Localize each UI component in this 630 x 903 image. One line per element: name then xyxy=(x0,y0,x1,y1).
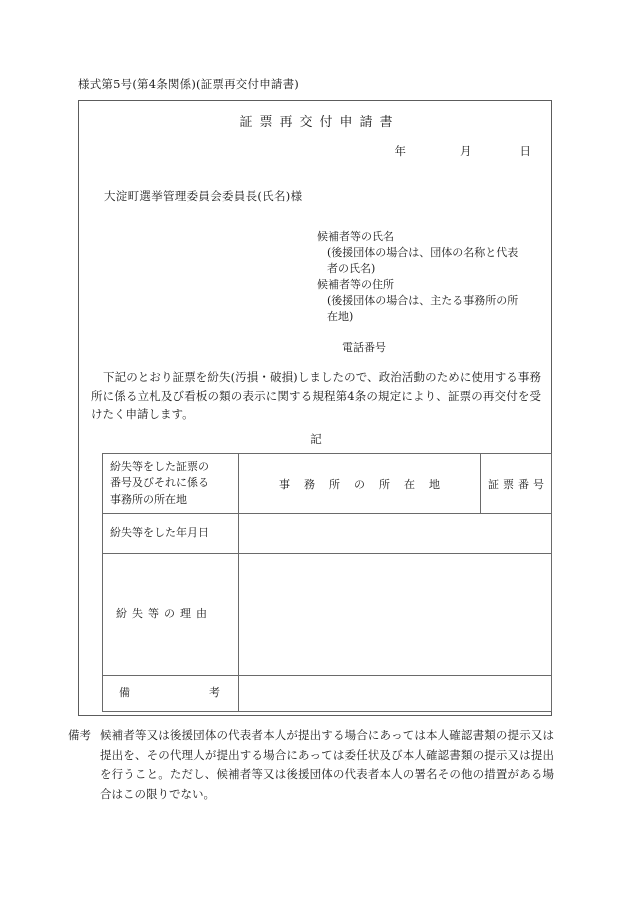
applicant-info-block xyxy=(317,229,547,356)
row-label-remarks-right: 考 xyxy=(209,686,220,700)
table-row xyxy=(103,676,552,712)
addressee-line: 大淀町選挙管理委員会委員長(氏名)様 xyxy=(104,189,303,203)
form-number-label: 様式第5号(第4条関係)(証票再交付申請書) xyxy=(78,77,299,91)
date-line xyxy=(395,143,532,159)
date-month-label: 月 xyxy=(460,144,472,158)
applicant-phone-label: 電話番号 xyxy=(342,341,386,354)
table-row xyxy=(103,454,552,514)
header-line-2: 番号及びそれに係る xyxy=(110,476,209,490)
footnote-head: 備考 xyxy=(68,728,91,742)
applicant-address-note-line-1: (後援団体の場合は、主たる事務所の所 xyxy=(327,294,519,307)
table-row xyxy=(103,554,552,676)
date-day-label: 日 xyxy=(519,144,531,158)
header-line-1: 紛失等をした証票の xyxy=(110,459,209,473)
applicant-name-label: 候補者等の氏名 xyxy=(317,230,394,243)
row-value-loss-date[interactable] xyxy=(239,514,552,554)
table-row xyxy=(103,514,552,554)
row-label-loss-date: 紛失等をした年月日 xyxy=(103,514,239,554)
row-label-remarks-left: 備 xyxy=(119,686,130,700)
row-value-loss-reason[interactable] xyxy=(239,554,552,676)
body-paragraph: 下記のとおり証票を紛失(汚損・破損)しましたので、政治活動のために使用する事務所に係る立札及び看板の類の表示に関する規程第4条の規定により、証票の再交付を受けたく申請します。 xyxy=(91,370,541,421)
row-value-remarks[interactable] xyxy=(239,676,552,712)
footnote-body: 候補者等又は後援団体の代表者本人が提出する場合にあっては本人確認書類の提示又は提出を、その代理人が提出する場合にあっては委任状及び本人確認書類の提示又は提出を行うこと。ただし、候補者等又は後援団体の代表者本人の署名その他の措置がある場合はこの限りでない。 xyxy=(100,728,554,801)
date-year-label: 年 xyxy=(394,144,406,158)
header-line-3: 事務所の所在地 xyxy=(110,492,187,506)
table-header-cell-certificate-info xyxy=(103,454,239,514)
form-frame xyxy=(78,100,552,716)
applicant-address-note-line-2: 在地) xyxy=(327,310,354,323)
details-table xyxy=(102,453,552,712)
applicant-name-note-line-1: (後援団体の場合は、団体の名称と代表 xyxy=(327,246,519,259)
row-label-remarks xyxy=(103,676,239,712)
table-header-cell-office-address: 事務所の所在地 xyxy=(239,454,481,514)
record-marker: 記 xyxy=(310,432,322,446)
table-header-cell-certificate-number: 証票番号 xyxy=(481,454,552,514)
footnote xyxy=(68,726,554,804)
applicant-address-label: 候補者等の住所 xyxy=(317,278,394,291)
row-label-loss-reason: 紛失等の理由 xyxy=(103,554,239,676)
page-title: 証票再交付申請書 xyxy=(239,115,400,130)
applicant-name-note-line-2: 者の氏名) xyxy=(327,262,376,275)
